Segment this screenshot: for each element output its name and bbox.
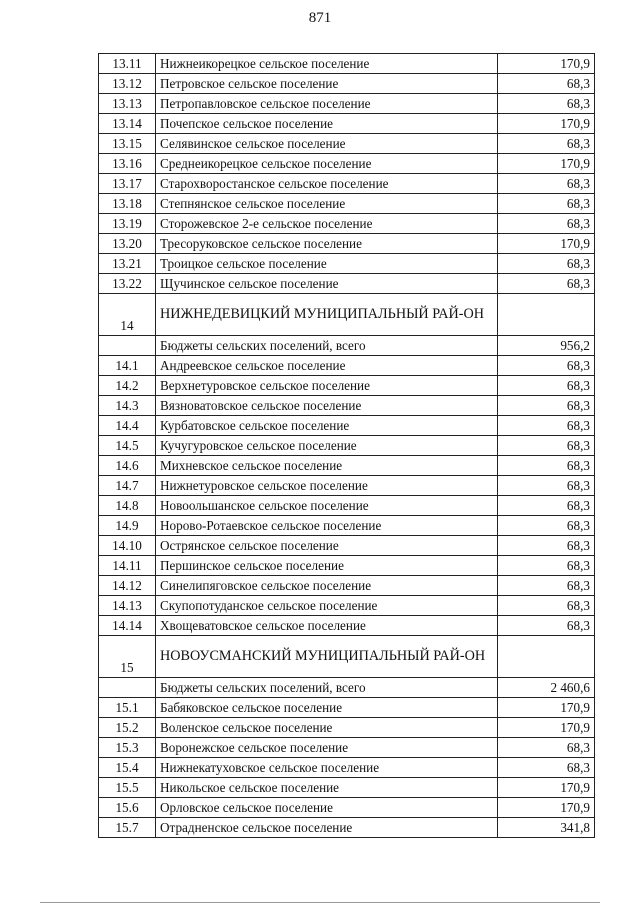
budget-table xyxy=(98,53,595,838)
table-row xyxy=(99,54,595,74)
table-row xyxy=(99,274,595,294)
row-number: 13.12 xyxy=(99,74,156,94)
table-row xyxy=(99,436,595,456)
row-value: 68,3 xyxy=(498,456,595,476)
row-value: 68,3 xyxy=(498,214,595,234)
row-value: 68,3 xyxy=(498,536,595,556)
row-name: НИЖНЕДЕВИЦКИЙ МУНИЦИПАЛЬНЫЙ РАЙ-ОН xyxy=(156,294,498,336)
row-name: Бабяковское сельское поселение xyxy=(156,698,498,718)
page-number: 871 xyxy=(308,10,332,26)
budget-table-body xyxy=(99,54,595,838)
row-number: 14.12 xyxy=(99,576,156,596)
table-row xyxy=(99,416,595,436)
table-row xyxy=(99,336,595,356)
row-name: Синелипяговское сельское поселение xyxy=(156,576,498,596)
row-name: Верхнетуровское сельское поселение xyxy=(156,376,498,396)
row-value: 68,3 xyxy=(498,134,595,154)
row-name: Першинское сельское поселение xyxy=(156,556,498,576)
row-name: Нижнетуровское сельское поселение xyxy=(156,476,498,496)
row-name: Тресоруковское сельское поселение xyxy=(156,234,498,254)
row-value: 2 460,6 xyxy=(498,678,595,698)
row-name: Скупопотуданское сельское поселение xyxy=(156,596,498,616)
table-row xyxy=(99,556,595,576)
row-name: Почепское сельское поселение xyxy=(156,114,498,134)
table-row xyxy=(99,496,595,516)
table-row xyxy=(99,738,595,758)
row-number: 14.6 xyxy=(99,456,156,476)
row-number: 15.4 xyxy=(99,758,156,778)
row-number: 13.17 xyxy=(99,174,156,194)
row-value: 68,3 xyxy=(498,596,595,616)
row-number: 15.3 xyxy=(99,738,156,758)
scan-edge-line xyxy=(40,902,600,903)
row-value: 68,3 xyxy=(498,556,595,576)
row-name: Норово-Ротаевское сельское поселение xyxy=(156,516,498,536)
row-number: 14.2 xyxy=(99,376,156,396)
row-number: 13.22 xyxy=(99,274,156,294)
row-value: 68,3 xyxy=(498,396,595,416)
row-value: 68,3 xyxy=(498,74,595,94)
row-number xyxy=(99,336,156,356)
table-row xyxy=(99,698,595,718)
table-row xyxy=(99,114,595,134)
table-row xyxy=(99,456,595,476)
row-number: 15.2 xyxy=(99,718,156,738)
row-value: 68,3 xyxy=(498,274,595,294)
row-number: 14.3 xyxy=(99,396,156,416)
row-value: 68,3 xyxy=(498,376,595,396)
row-number: 14.4 xyxy=(99,416,156,436)
row-number: 14.9 xyxy=(99,516,156,536)
row-number: 13.21 xyxy=(99,254,156,274)
row-value: 68,3 xyxy=(498,436,595,456)
row-value: 170,9 xyxy=(498,798,595,818)
table-row xyxy=(99,678,595,698)
row-name: Старохворостанское сельское поселение xyxy=(156,174,498,194)
row-value: 170,9 xyxy=(498,718,595,738)
table-row xyxy=(99,536,595,556)
row-name: Селявинское сельское поселение xyxy=(156,134,498,154)
row-number: 14.7 xyxy=(99,476,156,496)
row-name: Новоольшанское сельское поселение xyxy=(156,496,498,516)
row-value: 68,3 xyxy=(498,356,595,376)
row-number: 15.7 xyxy=(99,818,156,838)
row-name: Нижнеикорецкое сельское поселение xyxy=(156,54,498,74)
table-row xyxy=(99,778,595,798)
row-number: 15.6 xyxy=(99,798,156,818)
table-row xyxy=(99,718,595,738)
row-value: 68,3 xyxy=(498,516,595,536)
table-row xyxy=(99,596,595,616)
row-value xyxy=(498,636,595,678)
row-number: 15 xyxy=(99,636,156,678)
table-row xyxy=(99,356,595,376)
row-name: Петровское сельское поселение xyxy=(156,74,498,94)
row-name: Курбатовское сельское поселение xyxy=(156,416,498,436)
row-value: 170,9 xyxy=(498,234,595,254)
table-row xyxy=(99,376,595,396)
row-number: 13.19 xyxy=(99,214,156,234)
table-row xyxy=(99,516,595,536)
table-row xyxy=(99,818,595,838)
table-row xyxy=(99,94,595,114)
row-name: Сторожевское 2-е сельское поселение xyxy=(156,214,498,234)
row-number: 13.11 xyxy=(99,54,156,74)
district-row xyxy=(99,636,595,678)
row-value: 170,9 xyxy=(498,114,595,134)
row-name: Петропавловское сельское поселение xyxy=(156,94,498,114)
table-row xyxy=(99,254,595,274)
row-name: Острянское сельское поселение xyxy=(156,536,498,556)
table-row xyxy=(99,616,595,636)
row-value: 68,3 xyxy=(498,496,595,516)
row-number: 13.18 xyxy=(99,194,156,214)
table-row xyxy=(99,476,595,496)
table-row xyxy=(99,576,595,596)
row-number: 13.20 xyxy=(99,234,156,254)
row-value xyxy=(498,294,595,336)
table-row xyxy=(99,234,595,254)
row-number: 14.13 xyxy=(99,596,156,616)
row-number: 14.11 xyxy=(99,556,156,576)
row-value: 68,3 xyxy=(498,616,595,636)
row-number xyxy=(99,678,156,698)
row-name: Кучугуровское сельское поселение xyxy=(156,436,498,456)
row-number: 14 xyxy=(99,294,156,336)
row-value: 68,3 xyxy=(498,174,595,194)
row-name: Воленское сельское поселение xyxy=(156,718,498,738)
table-row xyxy=(99,134,595,154)
row-value: 68,3 xyxy=(498,476,595,496)
row-number: 14.10 xyxy=(99,536,156,556)
table-row xyxy=(99,154,595,174)
row-value: 68,3 xyxy=(498,416,595,436)
row-name: Бюджеты сельских поселений, всего xyxy=(156,678,498,698)
table-row xyxy=(99,194,595,214)
table-row xyxy=(99,174,595,194)
row-name: Никольское сельское поселение xyxy=(156,778,498,798)
row-value: 68,3 xyxy=(498,94,595,114)
row-value: 956,2 xyxy=(498,336,595,356)
row-name: Отрадненское сельское поселение xyxy=(156,818,498,838)
district-row xyxy=(99,294,595,336)
row-number: 13.14 xyxy=(99,114,156,134)
row-value: 170,9 xyxy=(498,154,595,174)
table-row xyxy=(99,214,595,234)
row-number: 14.5 xyxy=(99,436,156,456)
row-value: 68,3 xyxy=(498,576,595,596)
row-name: Андреевское сельское поселение xyxy=(156,356,498,376)
row-number: 14.1 xyxy=(99,356,156,376)
table-row xyxy=(99,396,595,416)
table-row xyxy=(99,798,595,818)
row-number: 14.14 xyxy=(99,616,156,636)
row-name: Щучинское сельское поселение xyxy=(156,274,498,294)
row-value: 341,8 xyxy=(498,818,595,838)
row-name: Бюджеты сельских поселений, всего xyxy=(156,336,498,356)
row-name: НОВОУСМАНСКИЙ МУНИЦИПАЛЬНЫЙ РАЙ-ОН xyxy=(156,636,498,678)
table-row xyxy=(99,758,595,778)
row-value: 170,9 xyxy=(498,778,595,798)
row-value: 68,3 xyxy=(498,254,595,274)
row-value: 170,9 xyxy=(498,54,595,74)
row-name: Орловское сельское поселение xyxy=(156,798,498,818)
table-row xyxy=(99,74,595,94)
row-number: 15.1 xyxy=(99,698,156,718)
row-name: Степнянское сельское поселение xyxy=(156,194,498,214)
row-name: Михневское сельское поселение xyxy=(156,456,498,476)
row-number: 13.15 xyxy=(99,134,156,154)
row-value: 68,3 xyxy=(498,194,595,214)
row-name: Вязноватовское сельское поселение xyxy=(156,396,498,416)
row-name: Среднеикорецкое сельское поселение xyxy=(156,154,498,174)
row-number: 13.16 xyxy=(99,154,156,174)
row-name: Нижнекатуховское сельское поселение xyxy=(156,758,498,778)
row-value: 68,3 xyxy=(498,738,595,758)
row-name: Троицкое сельское поселение xyxy=(156,254,498,274)
row-value: 68,3 xyxy=(498,758,595,778)
row-number: 15.5 xyxy=(99,778,156,798)
row-name: Воронежское сельское поселение xyxy=(156,738,498,758)
row-number: 13.13 xyxy=(99,94,156,114)
row-number: 14.8 xyxy=(99,496,156,516)
row-value: 170,9 xyxy=(498,698,595,718)
row-name: Хвощеватовское сельское поселение xyxy=(156,616,498,636)
